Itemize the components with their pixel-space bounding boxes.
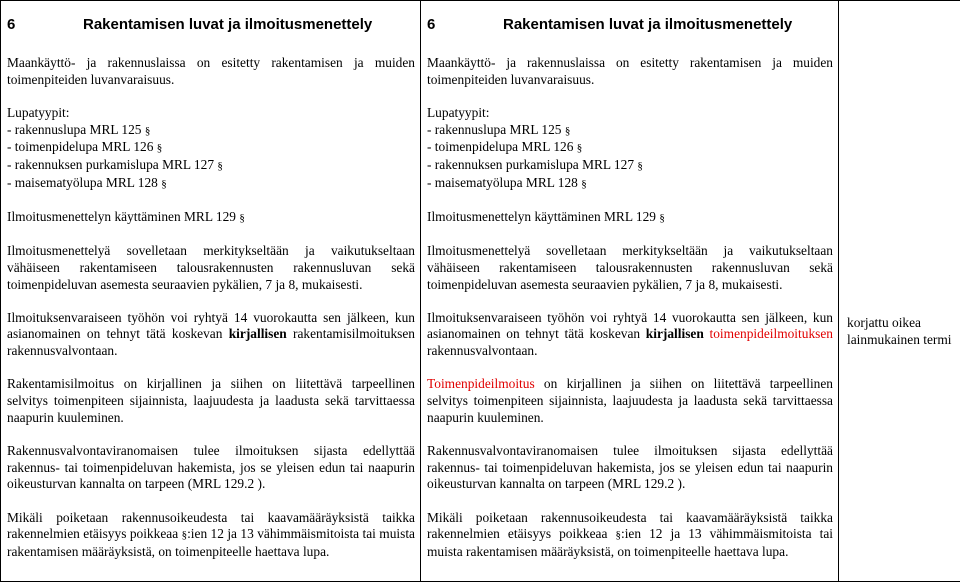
corrected-term: Toimenpideilmoitus [427,376,535,392]
permit-item: - rakennuslupa MRL 125 § [427,121,571,137]
waiting-period-paragraph: Ilmoituksenvaraiseen työhön voi ryhtyä 14 vuorokautta sen jälkeen, kun asianomainen on tehnyt tätä koskevan kirjallisen rakentamisilmoituksen rakennusvalvontaan. [7,309,415,359]
permit-heading: Lupatyypit: [7,104,70,120]
permit-item: - maisematyölupa MRL 128 § [427,174,587,190]
permit-list [7,105,415,193]
permit-heading: Lupatyypit: [427,104,490,120]
permit-item: - maisematyölupa MRL 128 § [7,174,167,190]
permit-item: - rakennuksen purkamislupa MRL 127 § [7,157,223,173]
correction-note: korjattu oikea lainmukainen termi [847,315,952,347]
permit-list [427,105,833,193]
waiting-period-paragraph: Ilmoituksenvaraiseen työhön voi ryhtyä 14 vuorokautta sen jälkeen, kun asianomainen on tehnyt tätä koskevan kirjallisen toimenpideilmoituksen rakennusvalvontaan. [427,309,833,359]
section-number: 6 [7,16,16,33]
corrected-term: toimenpideilmoituksen [709,326,833,342]
permit-item: - rakennuslupa MRL 125 § [7,121,151,137]
authority-paragraph: Rakennusvalvontaviranomaisen tulee ilmoituksen sijasta edellyttää rakennus- tai toimenpideluvan hakemista, jos se yleisen edun tai naapurin oikeusturvan kannalta on tarpeen (MRL 129.2 ). [427,442,833,492]
notice-procedure-heading: Ilmoitusmenettelyn käyttäminen MRL 129 § [7,208,245,224]
intro-paragraph: Maankäyttö- ja rakennuslaissa on esitetty rakentamisen ja muiden toimenpiteiden luvanvaraisuus. [7,55,415,87]
written-notice-paragraph: Rakentamisilmoitus on kirjallinen ja siihen on liitettävä tarpeellinen selvitys toimenpiteen sijainnista, laajuudesta ja laadusta sekä tarvittaessa naapurin kuuleminen. [7,376,415,425]
section-heading [427,17,833,37]
revised-text-column [421,1,839,582]
comment-column [839,1,960,582]
section-title: Rakentamisen luvat ja ilmoitusmenettely [83,16,373,33]
exception-paragraph: Mikäli poiketaan rakennusoikeudesta tai kaavamääräyksistä taikka rakennelmien etäisyys poikkeaa §:ien 12 ja 13 vähimmäismitoista tai muista rakentamisen määräyksistä, on toimenpiteelle haettava lupa. [7,509,416,559]
original-text-column [1,1,421,582]
application-paragraph: Ilmoitusmenettelyä sovelletaan merkitykseltään ja vaikutukseltaan vähäiseen rakentamiseen talousrakennusten rakennusluvan sekä toimenpideluvan asemesta seuraavien pykälien, 7 ja 8, mukaisesti. [7,243,415,292]
written-notice-paragraph: Toimenpideilmoitus on kirjallinen ja siihen on liitettävä tarpeellinen selvitys toimenpiteen sijainnista, laajuudesta ja laadusta sekä tarvittaessa naapurin kuuleminen. [427,376,833,425]
authority-paragraph: Rakennusvalvontaviranomaisen tulee ilmoituksen sijasta edellyttää rakennus- tai toimenpideluvan hakemista, jos se yleisen edun tai naapurin oikeusturvan kannalta on tarpeen (MRL 129.2 ). [7,442,415,492]
permit-item: - toimenpidelupa MRL 126 § [7,139,163,155]
exception-paragraph: Mikäli poiketaan rakennusoikeudesta tai kaavamääräyksistä taikka rakennelmien etäisyys poikkeaa §:ien 12 ja 13 vähimmäismitoista tai muista rakentamisen määräyksistä, on toimenpiteelle haettava lupa. [427,509,833,559]
intro-paragraph: Maankäyttö- ja rakennuslaissa on esitetty rakentamisen ja muiden toimenpiteiden luvanvaraisuus. [427,55,833,87]
notice-procedure-heading: Ilmoitusmenettelyn käyttäminen MRL 129 § [427,208,665,224]
section-title: Rakentamisen luvat ja ilmoitusmenettely [503,16,793,33]
section-heading [7,17,415,37]
application-paragraph: Ilmoitusmenettelyä sovelletaan merkitykseltään ja vaikutukseltaan vähäiseen rakentamiseen talousrakennusten rakennusluvan sekä toimenpideluvan asemesta seuraavien pykälien, 7 ja 8, mukaisesti. [427,243,833,292]
permit-item: - rakennuksen purkamislupa MRL 127 § [427,157,643,173]
permit-item: - toimenpidelupa MRL 126 § [427,139,583,155]
section-number: 6 [427,16,436,33]
